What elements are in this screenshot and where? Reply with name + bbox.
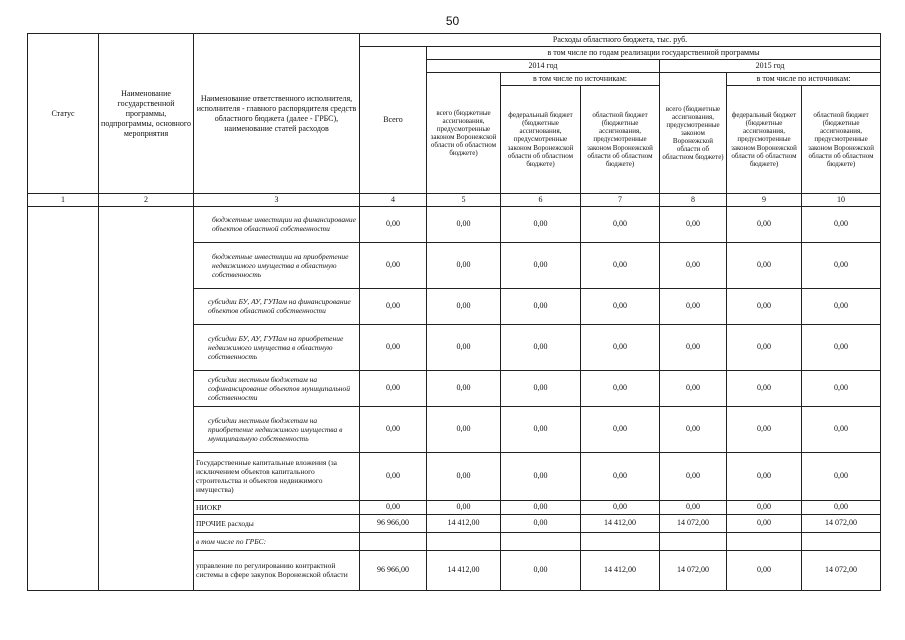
cell-value: 0,00 [581,406,660,452]
column-number: 4 [360,194,427,207]
cell-value: 0,00 [501,452,581,500]
cell-value [802,532,881,550]
header-total: Всего [360,47,427,194]
cell-value: 0,00 [360,288,427,324]
cell-value: 0,00 [727,288,802,324]
cell-value: 0,00 [802,406,881,452]
cell-value: 96 966,00 [360,514,427,532]
cell-value: 0,00 [802,324,881,370]
cell-value: 0,00 [802,452,881,500]
cell-value: 96 966,00 [360,550,427,590]
row-label: НИОКР [194,500,360,514]
cell-value: 0,00 [581,206,660,242]
cell-value: 0,00 [501,324,581,370]
cell-value: 0,00 [660,500,727,514]
header-expenses: Расходы областного бюджета, тыс. руб. [360,34,881,47]
cell-value: 0,00 [501,206,581,242]
header-year-2015: 2015 год [660,60,881,73]
cell-value: 0,00 [802,242,881,288]
cell-value: 0,00 [501,406,581,452]
header-col7: областной бюджет (бюджетные ассигнования, предусмотренные законом Воронежской области об областном бюджете) [581,86,660,194]
cell-value: 0,00 [802,206,881,242]
cell-value: 0,00 [660,324,727,370]
cell-value: 0,00 [581,242,660,288]
header-col5: всего (бюджетные ассигнования, предусмотренные законом Воронежской области об областном бюджете) [427,73,501,194]
cell-value: 0,00 [727,550,802,590]
column-number: 5 [427,194,501,207]
row-label: Государственные капитальные вложения (за исключением объектов капитального строительства и объектов недвижимого имущества) [194,452,360,500]
cell-value [660,532,727,550]
column-numbers-row [28,194,881,207]
header-sources-2014: в том числе по источникам: [501,73,660,86]
cell-value: 0,00 [727,452,802,500]
budget-table [27,33,881,591]
cell-value: 0,00 [660,288,727,324]
cell-value: 0,00 [427,406,501,452]
cell-value: 0,00 [660,406,727,452]
cell-value: 0,00 [360,500,427,514]
cell-value: 14 412,00 [581,514,660,532]
header-sources-2015: в том числе по источникам: [727,73,881,86]
column-number: 7 [581,194,660,207]
cell-value [581,532,660,550]
cell-value: 14 072,00 [660,550,727,590]
cell-value: 0,00 [727,206,802,242]
cell-value: 0,00 [581,452,660,500]
cell-value: 14 412,00 [581,550,660,590]
cell-value: 14 072,00 [660,514,727,532]
cell-value: 0,00 [427,206,501,242]
cell-value: 0,00 [660,242,727,288]
cell-value [360,532,427,550]
cell-value: 14 412,00 [427,514,501,532]
row-label: в том числе по ГРБС: [194,532,360,550]
header-col10: областной бюджет (бюджетные ассигнования, предусмотренные законом Воронежской области об областном бюджете) [802,86,881,194]
cell-value: 0,00 [727,324,802,370]
column-number: 6 [501,194,581,207]
cell-value: 0,00 [427,324,501,370]
cell-value: 0,00 [581,370,660,406]
cell-value: 0,00 [727,500,802,514]
cell-value: 14 072,00 [802,514,881,532]
cell-value: 0,00 [501,514,581,532]
row-label: субсидии местным бюджетам на приобретение недвижимого имущества в муниципальную собственность [194,406,360,452]
row-label: бюджетные инвестиции на приобретение недвижимого имущества в областную собственность [194,242,360,288]
header-by-years: в том числе по годам реализации государственной программы [427,47,881,60]
column-number: 8 [660,194,727,207]
column-number: 10 [802,194,881,207]
cell-value: 0,00 [427,242,501,288]
row-label: субсидии БУ, АУ, ГУПам на приобретение недвижимого имущества в областную собственность [194,324,360,370]
row-label: субсидии местным бюджетам на софинансирование объектов муниципальной собственности [194,370,360,406]
cell-value: 0,00 [802,500,881,514]
cell-value: 0,00 [581,500,660,514]
cell-value: 0,00 [727,514,802,532]
cell-value: 0,00 [727,406,802,452]
status-cell [28,206,99,590]
cell-value: 0,00 [360,242,427,288]
cell-value: 0,00 [360,406,427,452]
program-cell [99,206,194,590]
cell-value: 0,00 [427,500,501,514]
cell-value: 0,00 [501,370,581,406]
cell-value: 0,00 [501,550,581,590]
cell-value: 0,00 [427,370,501,406]
cell-value: 0,00 [581,288,660,324]
cell-value: 0,00 [501,288,581,324]
cell-value: 0,00 [581,324,660,370]
column-number: 2 [99,194,194,207]
cell-value: 0,00 [727,370,802,406]
cell-value: 0,00 [501,242,581,288]
row-label: субсидии БУ, АУ, ГУПам на финансирование объектов областной собственности [194,288,360,324]
header-year-2014: 2014 год [427,60,660,73]
cell-value: 0,00 [802,288,881,324]
column-number: 9 [727,194,802,207]
column-number: 3 [194,194,360,207]
row-label: ПРОЧИЕ расходы [194,514,360,532]
cell-value: 0,00 [727,242,802,288]
row-label: управление по регулированию контрактной системы в сфере закупок Воронежской области [194,550,360,590]
cell-value: 14 412,00 [427,550,501,590]
header-status: Статус [28,34,99,194]
cell-value: 0,00 [660,452,727,500]
header-col8: всего (бюджетные ассигнования, предусмотренные законом Воронежской области об областном бюджете) [660,73,727,194]
cell-value: 0,00 [427,288,501,324]
cell-value: 0,00 [501,500,581,514]
page-number: 50 [445,14,460,28]
cell-value: 0,00 [360,370,427,406]
table-row [28,206,881,242]
cell-value: 0,00 [360,206,427,242]
cell-value: 0,00 [427,452,501,500]
row-label: бюджетные инвестиции на финансирование объектов областной собственности [194,206,360,242]
cell-value [427,532,501,550]
cell-value: 0,00 [660,206,727,242]
cell-value: 0,00 [660,370,727,406]
cell-value [727,532,802,550]
header-col6: федеральный бюджет (бюджетные ассигнования, предусмотренные законом Воронежской области об областном бюджете) [501,86,581,194]
header-executor: Наименование ответственного исполнителя, исполнителя - главного распорядителя средств областного бюджета (далее - ГРБС), наименование статей расходов [194,34,360,194]
cell-value: 0,00 [360,452,427,500]
cell-value: 0,00 [802,370,881,406]
header-col9: федеральный бюджет (бюджетные ассигнования, предусмотренные законом Воронежской области об областном бюджете) [727,86,802,194]
cell-value [501,532,581,550]
cell-value: 0,00 [360,324,427,370]
column-number: 1 [28,194,99,207]
header-program-name: Наименование государственной программы, подпрограммы, основного мероприятия [99,34,194,194]
cell-value: 14 072,00 [802,550,881,590]
